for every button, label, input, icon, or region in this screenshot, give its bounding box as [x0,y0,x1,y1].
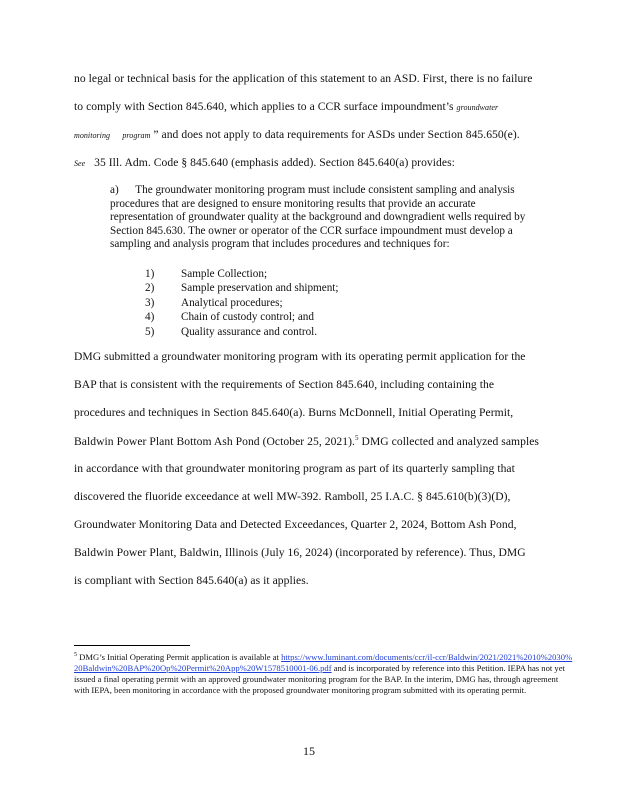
para2-line-4 [74,434,539,448]
para2-line-9: is compliant with Section 845.640(a) as it applies. [74,574,309,587]
list-item-text: Analytical procedures; [181,296,283,309]
body-line-3-text: ” and does not apply to data requirements for ASDs under Section 845.650(e). [153,128,520,141]
quote-paragraph: a) The groundwater monitoring program must include consistent sampling and analysis procedures that are designed to ensure monitoring results that provide an accurate representation of groundwater quality at the background and downgradient wells required by Section 845.630. The owner or operator of the CCR surface impoundment must develop a sampling and analysis program that includes procedures and techniques for: [110,184,529,251]
para2-line-1: DMG submitted a groundwater monitoring program with its operating permit application for the [74,350,526,363]
para2-line-4-text: Baldwin Power Plant Bottom Ash Pond (October 25, 2021). [74,434,355,448]
list-item-text: Chain of custody control; and [181,311,314,324]
list-item [145,296,339,310]
body-line-3 [74,128,520,141]
list-item-number: 3) [145,296,155,309]
italic-groundwater: groundwater [456,103,499,112]
list-item [145,281,339,295]
list-item [145,310,339,324]
body-line-4 [74,156,455,169]
page-number: 15 [303,744,315,758]
italic-see: See [74,159,86,168]
body-line-1: no legal or technical basis for the application of this statement to an ASD. First, there is no failure [74,72,533,85]
list-item [145,267,339,281]
para2-line-3: procedures and techniques in Section 845.640(a). Burns McDonnell, Initial Operating Permit, [74,406,514,419]
footnote [74,650,574,696]
footnote-text: and is incorporated by reference into this Petition. IEPA has not yet issued a final operating permit with an approved groundwater monitoring program for the BAP. In the interim, DMG has, through agreement with IEPA, been monitoring in accordance with the proposed groundwater monitoring program submitted with its operating permit. [74,662,565,695]
footnote-mark: 5 [74,652,77,658]
list-item-number: 4) [145,311,155,324]
body-line-2 [74,100,498,113]
block-quote [110,184,540,252]
quote-list [145,267,339,339]
footnote-prefix: DMG’s Initial Operating Permit application is available at [79,651,279,662]
body-line-4-text: 35 Ill. Adm. Code § 845.640 (emphasis added). Section 845.640(a) provides: [94,156,455,169]
list-item-text: Sample preservation and shipment; [181,282,339,295]
para2-line-2: BAP that is consistent with the requirements of Section 845.640, including containing the [74,378,495,391]
para2-line-4-tail: DMG collected and analyzed samples [361,434,539,448]
italic-monitoring-program: monitoring program [74,131,151,140]
list-item-number: 2) [145,282,155,295]
footnote-ref: 5 [355,434,359,442]
list-item-number: 5) [145,325,155,338]
list-item-text: Sample Collection; [181,268,268,280]
footnote-link[interactable]: https://www.luminant.com/documents/ccr/il-ccr/Baldwin/2021/2021%2010%2030%20Baldwin%20BAP%20Op%20Permit%20App%20W1578510001-06.pdf [74,651,573,673]
para2-line-5: in accordance with that groundwater monitoring program as part of its quarterly sampling that [74,462,515,475]
list-item [145,325,339,339]
footnote-divider [74,645,190,646]
list-item-number: 1) [145,268,155,280]
para2-line-6: discovered the fluoride exceedance at well MW-392. Ramboll, 25 I.A.C. § 845.610(b)(3)(D), [74,490,511,503]
para2-line-7: Groundwater Monitoring Data and Detected Exceedances, Quarter 2, 2024, Bottom Ash Pond, [74,518,517,531]
para2-line-8: Baldwin Power Plant, Baldwin, Illinois (July 16, 2024) (incorporated by reference). Thus, DMG [74,546,526,559]
list-item-text: Quality assurance and control. [181,325,318,338]
body-line-2-text: to comply with Section 845.640, which applies to a CCR surface impoundment’s [74,100,454,113]
